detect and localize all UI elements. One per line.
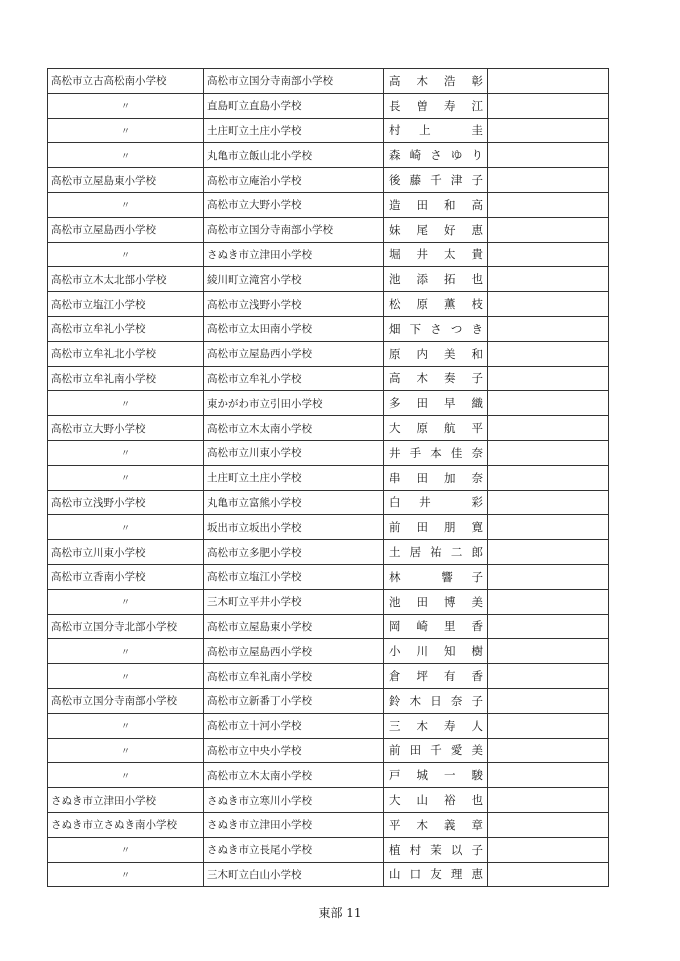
previous-school-cell: 高松市立牟礼北小学校 [48, 341, 204, 366]
table-row [48, 465, 609, 490]
teacher-name: 前 田 朋 寛 [389, 520, 483, 535]
table-row [48, 93, 609, 118]
teacher-name-cell [384, 192, 488, 217]
teacher-name-cell [384, 564, 488, 589]
remarks-cell [488, 664, 609, 689]
previous-school-cell: さぬき市立津田小学校 [48, 788, 204, 813]
teacher-name-cell [384, 664, 488, 689]
remarks-cell [488, 168, 609, 193]
remarks-cell [488, 837, 609, 862]
table-row [48, 738, 609, 763]
table-row [48, 664, 609, 689]
previous-school-cell: 〃 [48, 515, 204, 540]
remarks-cell [488, 292, 609, 317]
new-school-cell: 丸亀市立飯山北小学校 [204, 143, 384, 168]
new-school-cell: 坂出市立坂出小学校 [204, 515, 384, 540]
previous-school-cell: 高松市立香南小学校 [48, 564, 204, 589]
new-school-cell: 高松市立中央小学校 [204, 738, 384, 763]
new-school-cell: 三木町立白山小学校 [204, 862, 384, 887]
remarks-cell [488, 564, 609, 589]
teacher-name-cell [384, 93, 488, 118]
new-school-cell: 東かがわ市立引田小学校 [204, 391, 384, 416]
new-school-cell: 高松市立多肥小学校 [204, 540, 384, 565]
previous-school-cell: 〃 [48, 713, 204, 738]
new-school-cell: 高松市立十河小学校 [204, 713, 384, 738]
remarks-cell [488, 763, 609, 788]
remarks-cell [488, 341, 609, 366]
table-row [48, 143, 609, 168]
teacher-name: 高 木 浩 彰 [389, 73, 483, 88]
previous-school-cell: 〃 [48, 862, 204, 887]
previous-school-cell: 〃 [48, 589, 204, 614]
previous-school-cell: 高松市立国分寺南部小学校 [48, 688, 204, 713]
transfer-table-container [47, 68, 608, 887]
teacher-name: 大 山 裕 也 [389, 793, 483, 807]
new-school-cell: さぬき市立寒川小学校 [204, 788, 384, 813]
new-school-cell: 高松市立屋島西小学校 [204, 341, 384, 366]
table-row [48, 713, 609, 738]
teacher-name-cell [384, 217, 488, 242]
teacher-name-cell [384, 812, 488, 837]
previous-school-cell: 高松市立浅野小学校 [48, 490, 204, 515]
teacher-name: 原 内 美 和 [389, 346, 483, 361]
new-school-cell: 高松市立塩江小学校 [204, 564, 384, 589]
teacher-name-cell [384, 788, 488, 813]
previous-school-cell: 〃 [48, 440, 204, 465]
teacher-name: 白 井 彩 [389, 495, 483, 510]
new-school-cell: 高松市立大野小学校 [204, 192, 384, 217]
table-row [48, 812, 609, 837]
previous-school-cell: 〃 [48, 763, 204, 788]
teacher-name: 小 川 知 樹 [389, 644, 483, 659]
remarks-cell [488, 242, 609, 267]
new-school-cell: 高松市立牟礼小学校 [204, 366, 384, 391]
teacher-name-cell [384, 391, 488, 416]
new-school-cell: 直島町立直島小学校 [204, 93, 384, 118]
remarks-cell [488, 688, 609, 713]
table-row [48, 837, 609, 862]
teacher-name-cell [384, 490, 488, 515]
new-school-cell: 高松市立木太南小学校 [204, 763, 384, 788]
remarks-cell [488, 490, 609, 515]
teacher-name-cell [384, 465, 488, 490]
teacher-name-cell [384, 69, 488, 94]
previous-school-cell: 〃 [48, 242, 204, 267]
table-row [48, 440, 609, 465]
teacher-name-cell [384, 292, 488, 317]
table-row [48, 688, 609, 713]
teacher-name: 池 田 博 美 [389, 594, 483, 609]
teacher-name: 堀 井 太 貴 [389, 247, 483, 262]
teacher-name: 植 村 茉 以 子 [389, 842, 483, 857]
teacher-name-cell [384, 366, 488, 391]
teacher-name: 串 田 加 奈 [389, 470, 483, 485]
previous-school-cell: 高松市立屋島東小学校 [48, 168, 204, 193]
remarks-cell [488, 738, 609, 763]
teacher-name: 村 上 圭 [389, 123, 483, 138]
teacher-name-cell [384, 168, 488, 193]
teacher-name-cell [384, 862, 488, 887]
teacher-name: 造 田 和 高 [389, 197, 483, 212]
remarks-cell [488, 69, 609, 94]
previous-school-cell: 〃 [48, 391, 204, 416]
previous-school-cell: 高松市立大野小学校 [48, 416, 204, 441]
new-school-cell: 高松市立川東小学校 [204, 440, 384, 465]
teacher-name-cell [384, 763, 488, 788]
remarks-cell [488, 812, 609, 837]
teacher-name: 倉 坪 有 香 [389, 669, 483, 684]
teacher-name-cell [384, 713, 488, 738]
remarks-cell [488, 515, 609, 540]
teacher-name-cell [384, 341, 488, 366]
teacher-name-cell [384, 143, 488, 168]
previous-school-cell: 高松市立牟礼小学校 [48, 316, 204, 341]
teacher-name: 松 原 薫 枝 [389, 297, 483, 312]
table-row [48, 614, 609, 639]
table-row [48, 763, 609, 788]
new-school-cell: 高松市立屋島東小学校 [204, 614, 384, 639]
previous-school-cell: 高松市立川東小学校 [48, 540, 204, 565]
remarks-cell [488, 118, 609, 143]
teacher-name: 多 田 早 織 [389, 396, 483, 411]
teacher-name: 後 藤 千 津 子 [389, 173, 483, 188]
previous-school-cell: 〃 [48, 118, 204, 143]
table-row [48, 788, 609, 813]
new-school-cell: 土庄町立土庄小学校 [204, 118, 384, 143]
teacher-name-cell [384, 688, 488, 713]
new-school-cell: 高松市立牟礼南小学校 [204, 664, 384, 689]
remarks-cell [488, 366, 609, 391]
teacher-name: 平 木 義 章 [389, 817, 483, 832]
remarks-cell [488, 192, 609, 217]
table-row [48, 341, 609, 366]
table-row [48, 292, 609, 317]
remarks-cell [488, 788, 609, 813]
previous-school-cell: 〃 [48, 93, 204, 118]
table-row [48, 217, 609, 242]
remarks-cell [488, 217, 609, 242]
remarks-cell [488, 440, 609, 465]
new-school-cell: 高松市立屋島西小学校 [204, 639, 384, 664]
previous-school-cell: さぬき市立さぬき南小学校 [48, 812, 204, 837]
teacher-name: 鈴 木 日 奈 子 [389, 693, 483, 708]
remarks-cell [488, 316, 609, 341]
remarks-cell [488, 465, 609, 490]
table-row [48, 540, 609, 565]
new-school-cell: さぬき市立津田小学校 [204, 242, 384, 267]
previous-school-cell: 〃 [48, 143, 204, 168]
teacher-name: 井 手 本 佳 奈 [389, 445, 483, 460]
new-school-cell: 土庄町立土庄小学校 [204, 465, 384, 490]
teacher-name-cell [384, 267, 488, 292]
teacher-name: 三 木 寿 人 [389, 718, 483, 733]
teacher-name-cell [384, 540, 488, 565]
teacher-name: 森 崎 さ ゆ り [389, 148, 483, 163]
table-row [48, 416, 609, 441]
teacher-name-cell [384, 589, 488, 614]
teacher-name-cell [384, 416, 488, 441]
new-school-cell: 綾川町立滝宮小学校 [204, 267, 384, 292]
teacher-name: 大 原 航 平 [389, 421, 483, 436]
previous-school-cell: 〃 [48, 664, 204, 689]
table-row [48, 118, 609, 143]
teacher-name: 長 曽 寿 江 [389, 98, 483, 113]
table-row [48, 366, 609, 391]
page-footer: 東部 11 [318, 906, 362, 920]
teacher-name: 池 添 拓 也 [389, 272, 483, 287]
table-row [48, 391, 609, 416]
table-row [48, 589, 609, 614]
remarks-cell [488, 540, 609, 565]
teacher-name-cell [384, 440, 488, 465]
teacher-name: 妹 尾 好 恵 [389, 222, 483, 237]
teacher-name: 山 口 友 理 恵 [389, 867, 483, 882]
teacher-name-cell [384, 639, 488, 664]
transfer-table [47, 68, 609, 887]
table-row [48, 192, 609, 217]
table-row [48, 316, 609, 341]
teacher-name-cell [384, 614, 488, 639]
teacher-name: 畑 下 さ つ き [389, 321, 483, 336]
previous-school-cell: 高松市立国分寺北部小学校 [48, 614, 204, 639]
table-row [48, 168, 609, 193]
remarks-cell [488, 416, 609, 441]
remarks-cell [488, 862, 609, 887]
table-row [48, 515, 609, 540]
table-row [48, 862, 609, 887]
table-row [48, 242, 609, 267]
table-row [48, 69, 609, 94]
teacher-name: 岡 崎 里 香 [389, 619, 483, 634]
remarks-cell [488, 589, 609, 614]
remarks-cell [488, 391, 609, 416]
teacher-name: 高 木 奏 子 [389, 371, 483, 386]
previous-school-cell: 〃 [48, 738, 204, 763]
remarks-cell [488, 713, 609, 738]
previous-school-cell: 高松市立牟礼南小学校 [48, 366, 204, 391]
teacher-name: 土 居 祐 二 郎 [389, 545, 483, 560]
teacher-name-cell [384, 738, 488, 763]
new-school-cell: 高松市立太田南小学校 [204, 316, 384, 341]
previous-school-cell: 〃 [48, 837, 204, 862]
previous-school-cell: 〃 [48, 465, 204, 490]
new-school-cell: 三木町立平井小学校 [204, 589, 384, 614]
previous-school-cell: 高松市立古高松南小学校 [48, 69, 204, 94]
table-row [48, 267, 609, 292]
teacher-name-cell [384, 242, 488, 267]
previous-school-cell: 〃 [48, 192, 204, 217]
remarks-cell [488, 639, 609, 664]
previous-school-cell: 高松市立塩江小学校 [48, 292, 204, 317]
new-school-cell: 高松市立新番丁小学校 [204, 688, 384, 713]
previous-school-cell: 〃 [48, 639, 204, 664]
new-school-cell: 高松市立国分寺南部小学校 [204, 217, 384, 242]
new-school-cell: さぬき市立長尾小学校 [204, 837, 384, 862]
new-school-cell: さぬき市立津田小学校 [204, 812, 384, 837]
teacher-name-cell [384, 837, 488, 862]
new-school-cell: 丸亀市立富熊小学校 [204, 490, 384, 515]
teacher-name-cell [384, 316, 488, 341]
new-school-cell: 高松市立木太南小学校 [204, 416, 384, 441]
remarks-cell [488, 93, 609, 118]
previous-school-cell: 高松市立屋島西小学校 [48, 217, 204, 242]
table-body [48, 69, 609, 887]
remarks-cell [488, 614, 609, 639]
teacher-name-cell [384, 118, 488, 143]
table-row [48, 639, 609, 664]
teacher-name: 前 田 千 愛 美 [389, 743, 483, 758]
new-school-cell: 高松市立庵治小学校 [204, 168, 384, 193]
table-row [48, 490, 609, 515]
remarks-cell [488, 267, 609, 292]
remarks-cell [488, 143, 609, 168]
teacher-name: 戸 城 一 駿 [389, 768, 483, 783]
previous-school-cell: 高松市立木太北部小学校 [48, 267, 204, 292]
teacher-name-cell [384, 515, 488, 540]
table-row [48, 564, 609, 589]
teacher-name: 林 響 子 [389, 569, 483, 584]
new-school-cell: 高松市立浅野小学校 [204, 292, 384, 317]
new-school-cell: 高松市立国分寺南部小学校 [204, 69, 384, 94]
